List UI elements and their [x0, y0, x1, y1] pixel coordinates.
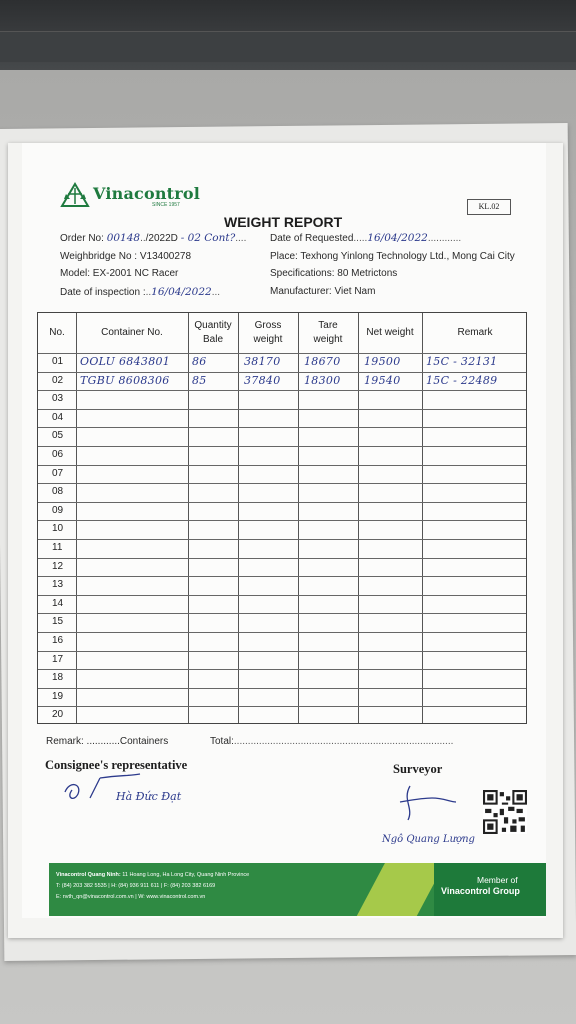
row-number: 17 [52, 653, 64, 665]
cell-net: 19500 [364, 355, 401, 368]
footer-address-text: 11 Hoang Long, Ha Long City, Quang Ninh Province [122, 872, 250, 878]
place-label: Place: [270, 251, 298, 262]
row-number: 07 [52, 467, 64, 479]
header-gross [238, 313, 298, 353]
header-net [358, 313, 422, 353]
table-row-line [38, 539, 526, 540]
footer-band [49, 863, 546, 916]
table-divider [238, 313, 239, 723]
header-tare-line2: weight [313, 334, 343, 345]
header-no-label: No. [49, 327, 65, 338]
manufacturer-field [270, 286, 375, 297]
table-divider [298, 313, 299, 723]
total-label: Total: [210, 736, 234, 747]
specifications-label: Specifications: [270, 268, 335, 279]
table-row-line [38, 688, 526, 689]
header-gross-line2: weight [253, 334, 283, 345]
table-row-line [38, 632, 526, 633]
row-number: 03 [52, 393, 64, 405]
row-number: 12 [52, 560, 64, 572]
header-container-label: Container No. [101, 327, 163, 338]
cell-bale: 85 [192, 373, 207, 387]
table-row-line [38, 502, 526, 503]
inspection-date-value: 16/04/2022 [151, 286, 212, 298]
weighbridge-field [60, 251, 191, 262]
footer-office: Vinacontrol Quang Ninh: [56, 872, 121, 878]
footer-member-line2: Vinacontrol Group [441, 886, 520, 896]
total-field: Total:............................................................................... [210, 736, 454, 747]
row-number: 04 [52, 411, 64, 423]
order-no-field: Order No: 00148../2022D - 02 Cont?.... [60, 232, 247, 244]
row-number: 06 [52, 449, 64, 460]
cell-bale: 86 [192, 355, 207, 368]
scale-icon [60, 182, 90, 208]
background-monitor [0, 0, 576, 70]
table-row-line [38, 520, 526, 521]
inspection-date-field: Date of inspection :..16/04/2022... [60, 286, 221, 298]
cell-net: 19540 [364, 373, 401, 387]
table-row-line [38, 427, 526, 428]
row-number: 08 [52, 486, 64, 498]
order-no-label: Order No: [60, 233, 104, 244]
row-number: 02 [52, 374, 64, 386]
manufacturer-value: Viet Nam [334, 286, 376, 297]
header-quantity [188, 313, 238, 353]
row-number: 18 [52, 672, 64, 684]
header-quantity-line1: Quantity [194, 320, 232, 331]
weight-table [37, 312, 527, 724]
table-row-line [38, 390, 526, 391]
table-row-line [38, 483, 526, 484]
header-tare-line1: Tare [318, 320, 338, 331]
header-remark [422, 313, 528, 353]
table-row-line [38, 651, 526, 652]
order-no-printed: /2022D [145, 233, 178, 244]
header-container [76, 313, 188, 353]
row-number: 15 [52, 616, 64, 628]
cell-gross: 38170 [244, 355, 281, 368]
table-row-line [38, 446, 526, 447]
cell-gross: 37840 [244, 373, 281, 387]
cell-container: OOLU 6843801 [80, 355, 171, 368]
surveyor-name: Ngô Quang Lượng [382, 834, 475, 845]
cell-tare: 18300 [304, 373, 341, 387]
specifications-value: 80 Metrictons [337, 268, 398, 279]
vinacontrol-logo [60, 182, 210, 212]
header-remark-label: Remark [457, 327, 493, 338]
date-requested-field: Date of Requested.....16/04/2022............ [270, 232, 462, 244]
row-number: 11 [52, 542, 63, 553]
cell-tare: 18670 [304, 355, 341, 368]
row-number: 09 [52, 504, 64, 516]
consignee-name: Hà Đức Đạt [116, 790, 182, 803]
cell-container: TGBU 8608306 [80, 373, 170, 387]
model-label: Model: [60, 268, 91, 279]
row-number: 19 [52, 690, 64, 702]
date-requested-label: Date of Requested [270, 233, 354, 244]
table-divider [422, 313, 423, 723]
qr-code-icon [483, 790, 527, 834]
order-no-handwritten: 00148 [106, 232, 141, 244]
brand-name: Vinacontrol [93, 184, 201, 203]
remark-containers: Remark: ............Containers [46, 736, 169, 747]
report-title: WEIGHT REPORT [224, 214, 343, 230]
form-code: KL.02 [467, 199, 511, 215]
row-number: 20 [52, 709, 64, 721]
row-number: 16 [52, 635, 64, 646]
manufacturer-label: Manufacturer: [270, 286, 332, 297]
footer-member-line1: Member of [477, 875, 518, 885]
header-gross-line1: Gross [254, 320, 282, 331]
date-requested-value: 16/04/2022 [367, 232, 428, 244]
place-field [270, 251, 515, 262]
consignee-heading: Consignee's representative [45, 758, 188, 772]
footer-web: E: nvth_qn@vinacontrol.com.vn | W: www.vinacontrol.com.vn [56, 894, 206, 900]
table-row-line [38, 372, 526, 373]
table-divider [76, 313, 77, 723]
table-row-line [38, 409, 526, 410]
weighbridge-value: V13400278 [139, 251, 192, 262]
table-divider [358, 313, 359, 723]
model-field [60, 268, 178, 279]
header-net-label: Net weight [366, 327, 414, 338]
weighbridge-label: Weighbridge No : [60, 251, 138, 262]
row-number: 01 [52, 356, 64, 367]
row-number: 05 [52, 430, 64, 442]
table-row-line [38, 558, 526, 559]
header-tare [298, 313, 358, 353]
model-value: EX-2001 NC Racer [92, 268, 179, 279]
row-number: 10 [52, 523, 64, 535]
brand-since: SINCE 1957 [152, 202, 180, 208]
table-row-line [38, 595, 526, 596]
cell-remark: 15C - 22489 [426, 373, 498, 387]
table-row-line [38, 706, 526, 707]
header-no [38, 313, 76, 353]
header-quantity-line2: Bale [202, 334, 223, 345]
row-number: 14 [52, 597, 64, 609]
table-row-line [38, 669, 526, 670]
surveyor-signature [392, 780, 472, 830]
table-row-line [38, 353, 526, 354]
surveyor-heading: Surveyor [393, 762, 443, 776]
table-row-line [38, 613, 526, 614]
place-value: Texhong Yinlong Technology Ltd., Mong Cai City [300, 251, 515, 262]
footer-phones: T: (84) 203 382 5535 | H: (84) 936 911 611 | F: (84) 203 382 6169 [56, 883, 216, 889]
inspection-date-label: Date of inspection : [60, 287, 146, 298]
footer-address [56, 872, 249, 878]
row-number: 13 [52, 579, 64, 591]
table-row-line [38, 465, 526, 466]
table-row-line [38, 576, 526, 577]
specifications-field [270, 268, 397, 279]
order-no-suffix: - 02 Cont? [180, 232, 236, 244]
cell-remark: 15C - 32131 [426, 355, 498, 368]
table-divider [188, 313, 189, 723]
